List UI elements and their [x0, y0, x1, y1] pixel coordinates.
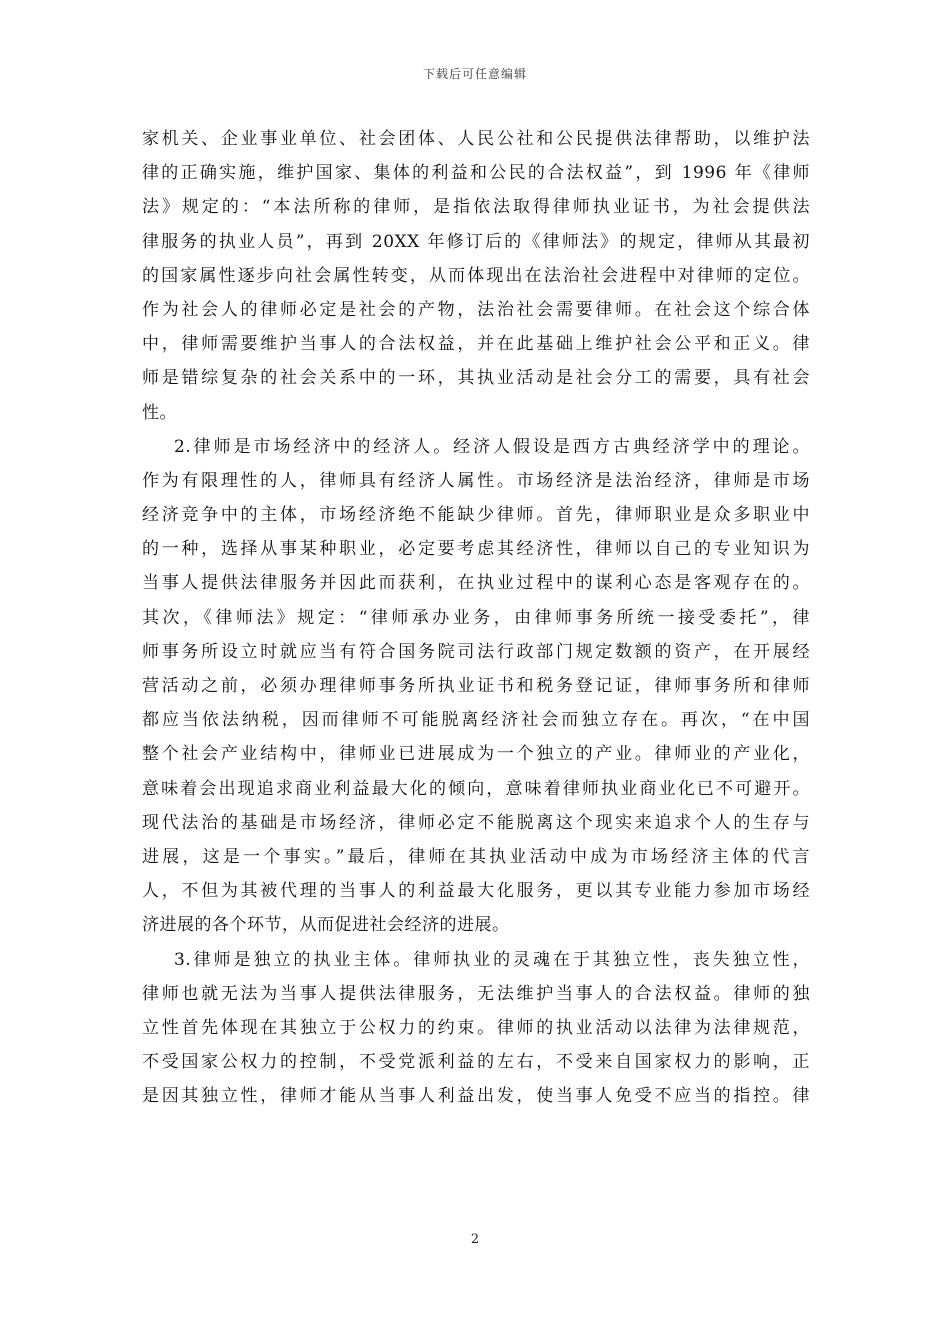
- text-line: 现代法治的基础是市场经济，律师必定不能脱离这个现实来追求个人的生存与: [142, 812, 810, 833]
- text-line: 营活动之前，必须办理律师事务所执业证书和税务登记证，律师事务所和律师: [142, 676, 810, 696]
- text-line: 作为有限理性的人，律师具有经济人属性。市场经济是法治经济，律师是市场: [142, 470, 810, 491]
- paragraph-start-3: 3.律师是独立的执业主体。律师执业的灵魂在于其独立性，丧失独立性，: [174, 949, 810, 970]
- text-line: 经济竞争中的主体，市场经济绝不能缺少律师。首先，律师职业是众多职业中: [142, 505, 810, 526]
- text-line: 中，律师需要维护当事人的合法权益，并在此基础上维护社会公平和正义。律: [142, 334, 810, 355]
- text-line: 师是错综复杂的社会关系中的一环，其执业活动是社会分工的需要，具有社会: [142, 368, 810, 389]
- text-line: 人，不但为其被代理的当事人的利益最大化服务，更以其专业能力参加市场经: [142, 881, 810, 902]
- text-line: 师事务所设立时就应当有符合国务院司法行政部门规定数额的资产，在开展经: [142, 641, 810, 662]
- text-line: 立性首先体现在其独立于公权力的约束。律师的执业活动以法律为法律规范，: [142, 1017, 810, 1038]
- text-line: 不受国家公权力的控制，不受党派利益的左右，不受来自国家权力的影响，正: [142, 1052, 810, 1073]
- text-line: 其次，《律师法》规定：“律师承办业务，由律师事务所统一接受委托”，律: [142, 607, 810, 628]
- text-line: 律的正确实施，维护国家、集体的利益和公民的合法权益”，到 1996 年《律师: [142, 163, 810, 184]
- text-line: 作为社会人的律师必定是社会的产物，法治社会需要律师。在社会这个综合体: [142, 299, 810, 320]
- text-line: 家机关、企业事业单位、社会团体、人民公社和公民提供法律帮助，以维护法: [142, 129, 810, 149]
- text-line: 进展，这是一个事实。”最后，律师在其执业活动中成为市场经济主体的代言: [142, 846, 810, 867]
- text-line: 济进展的各个环节，从而促进社会经济的进展。: [142, 915, 510, 936]
- text-line: 都应当依法纳税，因而律师不可能脱离经济社会而独立存在。再次，“在中国: [142, 710, 810, 731]
- text-line: 律师也就无法为当事人提供法律服务，无法维护当事人的合法权益。律师的独: [142, 983, 810, 1004]
- text-line: 的国家属性逐步向社会属性转变，从而体现出在法治社会进程中对律师的定位。: [142, 265, 810, 286]
- text-line: 是因其独立性，律师才能从当事人利益出发，使当事人免受不应当的指控。律: [142, 1086, 810, 1107]
- text-line: 法》规定的：“本法所称的律师，是指依法取得律师执业证书，为社会提供法: [142, 197, 810, 218]
- text-line: 律服务的执业人员”，再到 20XX 年修订后的《律师法》的规定，律师从其最初: [142, 231, 810, 252]
- paragraph-start-2: 2.律师是市场经济中的经济人。经济人假设是西方古典经济学中的理论。: [174, 436, 810, 457]
- page-number: 2: [470, 1232, 480, 1247]
- text-line: 当事人提供法律服务并因此而获利，在执业过程中的谋利心态是客观存在的。: [142, 573, 810, 594]
- text-line: 性。: [142, 402, 177, 423]
- body-text: [142, 122, 810, 1113]
- text-line: 整个社会产业结构中，律师业已进展成为一个独立的产业。律师业的产业化，: [142, 744, 810, 765]
- text-line: 的一种，选择从事某种职业，必定要考虑其经济性，律师以自己的专业知识为: [142, 539, 810, 560]
- page-header: 下载后可任意编辑: [422, 67, 527, 81]
- text-line: 意味着会出现追求商业利益最大化的倾向，意味着律师执业商业化已不可避开。: [142, 778, 810, 799]
